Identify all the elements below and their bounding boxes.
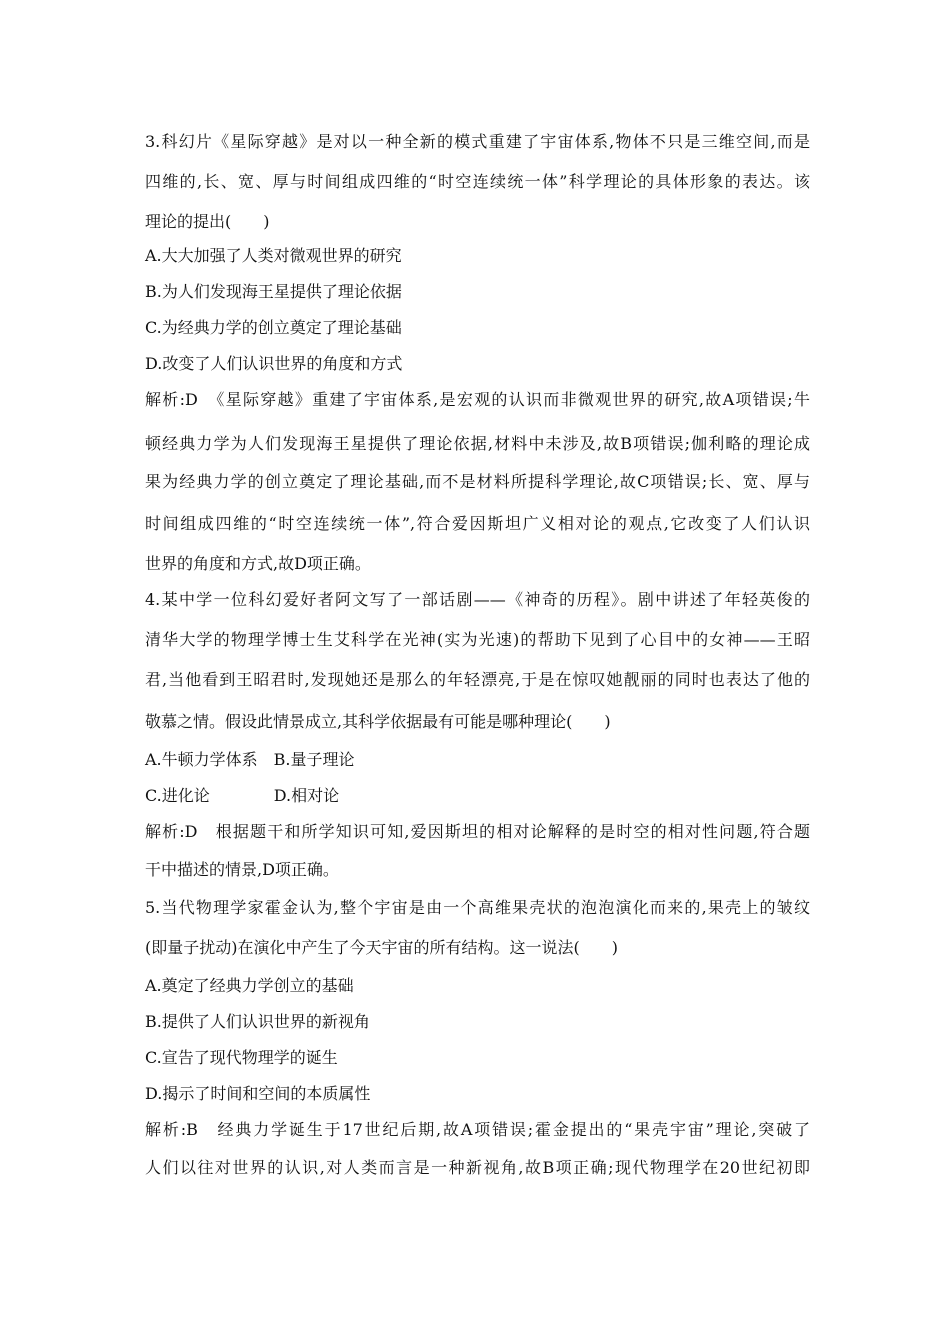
question-3-analysis-line-1: 解析:D 《星际穿越》重建了宇宙体系,是宏观的认识而非微观世界的研究,故A项错误;牛 bbox=[145, 390, 810, 409]
question-5-analysis-line-2: 人们以往对世界的认识,对人类而言是一种新视角,故B项正确;现代物理学在20世纪初即 bbox=[145, 1158, 810, 1177]
question-3-analysis-line-4: 时间组成四维的“时空连续统一体”,符合爱因斯坦广义相对论的观点,它改变了人们认识 bbox=[145, 514, 810, 533]
question-4-stem-line-2: 清华大学的物理学博士生艾科学在光神(实为光速)的帮助下见到了心目中的女神——王昭 bbox=[145, 630, 810, 649]
question-4-options-ab: A.牛顿力学体系 B.量子理论 bbox=[145, 750, 355, 769]
question-3-stem-line-1: 3.科幻片《星际穿越》是对以一种全新的模式重建了宇宙体系,物体不只是三维空间,而是 bbox=[145, 132, 810, 151]
question-4-analysis-line-1: 解析:D 根据题干和所学知识可知,爱因斯坦的相对论解释的是时空的相对性问题,符合题 bbox=[145, 822, 810, 841]
question-5-option-d: D.揭示了时间和空间的本质属性 bbox=[145, 1084, 371, 1103]
question-5-stem-line-2: (即量子扰动)在演化中产生了今天宇宙的所有结构。这一说法( ) bbox=[145, 938, 618, 957]
question-5-option-c: C.宣告了现代物理学的诞生 bbox=[145, 1048, 338, 1067]
question-4-options-cd: C.进化论 D.相对论 bbox=[145, 786, 340, 805]
question-5-analysis-line-1: 解析:B 经典力学诞生于17世纪后期,故A项错误;霍金提出的“果壳宇宙”理论,突破了 bbox=[145, 1120, 810, 1139]
question-3-option-b: B.为人们发现海王星提供了理论依据 bbox=[145, 282, 402, 301]
question-4-analysis-line-2: 干中描述的情景,D项正确。 bbox=[145, 860, 339, 879]
question-3-option-a: A.大大加强了人类对微观世界的研究 bbox=[145, 246, 402, 265]
question-4-stem-line-4: 敬慕之情。假设此情景成立,其科学依据最有可能是哪种理论( ) bbox=[145, 712, 611, 731]
question-5-option-a: A.奠定了经典力学创立的基础 bbox=[145, 976, 354, 995]
question-3-stem-line-3: 理论的提出( ) bbox=[145, 212, 270, 231]
question-3-stem-line-2: 四维的,长、宽、厚与时间组成四维的“时空连续统一体”科学理论的具体形象的表达。该 bbox=[145, 172, 810, 191]
question-5-option-b: B.提供了人们认识世界的新视角 bbox=[145, 1012, 370, 1031]
question-3-option-d: D.改变了人们认识世界的角度和方式 bbox=[145, 354, 403, 373]
question-3-option-c: C.为经典力学的创立奠定了理论基础 bbox=[145, 318, 402, 337]
question-4-stem-line-1: 4.某中学一位科幻爱好者阿文写了一部话剧——《神奇的历程》。剧中讲述了年轻英俊的 bbox=[145, 590, 810, 609]
question-3-analysis-line-5: 世界的角度和方式,故D项正确。 bbox=[145, 554, 371, 573]
question-3-analysis-line-2: 顿经典力学为人们发现海王星提供了理论依据,材料中未涉及,故B项错误;伽利略的理论成 bbox=[145, 434, 810, 453]
question-4-stem-line-3: 君,当他看到王昭君时,发现她还是那么的年轻漂亮,于是在惊叹她靓丽的同时也表达了他的 bbox=[145, 670, 810, 689]
question-5-stem-line-1: 5.当代物理学家霍金认为,整个宇宙是由一个高维果壳状的泡泡演化而来的,果壳上的皱纹 bbox=[145, 898, 810, 917]
question-3-analysis-line-3: 果为经典力学的创立奠定了理论基础,而不是材料所提科学理论,故C项错误;长、宽、厚与 bbox=[145, 472, 810, 491]
